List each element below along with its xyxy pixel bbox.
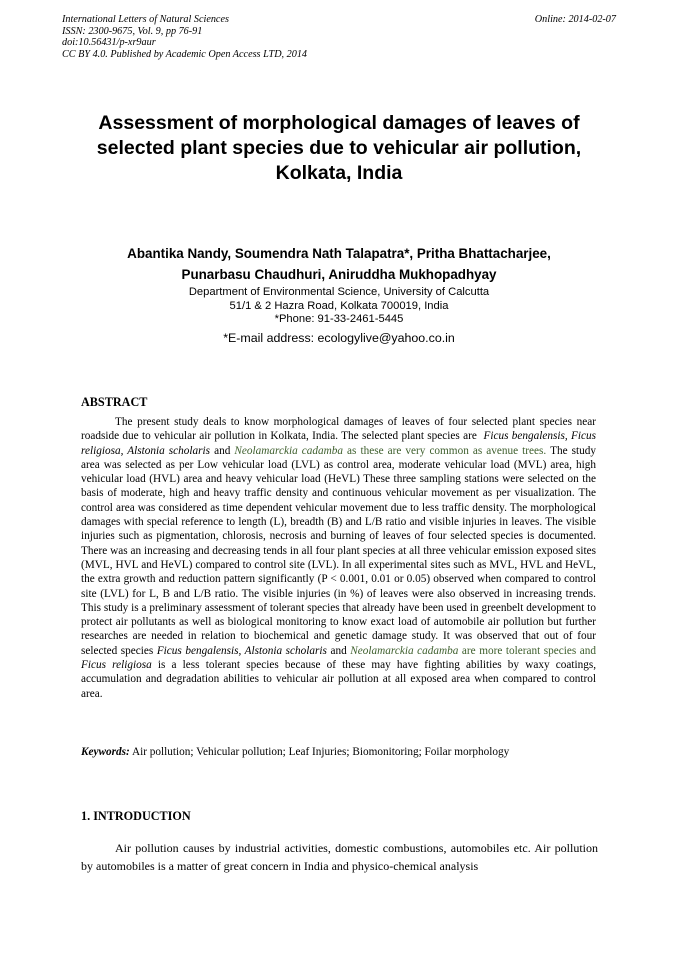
abstract-text-4: are more tolerant species and [461, 644, 597, 657]
species-ficus-religiosa: Ficus religiosa [81, 659, 152, 672]
abstract-and-1: and [214, 444, 231, 457]
keywords-text: Air pollution; Vehicular pollution; Leaf Injuries; Biomonitoring; Foilar morphology [131, 746, 510, 758]
journal-name: International Letters of Natural Sciences [62, 14, 229, 25]
affiliation [60, 286, 618, 327]
authors-line-1: Abantika Nandy, Soumendra Nath Talapatra*, Pritha Bhattacharjee, [127, 246, 551, 261]
doi-line: doi:10.56431/p-xr9aur [62, 37, 156, 49]
abstract-text-5: is a less tolerant species because of these may have fighting abilities by waxy coatings, accumulation and degradation abilities to vehicular air pollution at all exposed area when compared to control area. [81, 659, 597, 700]
keywords-label: Keywords [81, 746, 126, 758]
abstract-and-2: and [330, 644, 347, 657]
title-line-2: selected plant species due to vehicular air pollution, [96, 137, 582, 159]
department: Department of Environmental Science, University of Calcutta [188, 286, 490, 298]
keywords-colon: : [126, 746, 130, 758]
authors-line-2: Punarbasu Chaudhuri, Aniruddha Mukhopadhyay [181, 267, 497, 282]
species-neolamarckia-2: Neolamarckia cadamba [350, 644, 459, 657]
abstract-body [81, 415, 596, 701]
title-line-1: Assessment of morphological damages of leaves of [98, 112, 580, 134]
phone: *Phone: 91-33-2461-5445 [274, 313, 404, 326]
paper-title [60, 111, 618, 186]
issn-line: ISSN: 2300-9675, Vol. 9, pp 76-91 [62, 25, 203, 37]
online-date: Online: 2014-02-07 [534, 14, 616, 25]
email-address: *E-mail address: ecologylive@yahoo.co.in [223, 331, 455, 345]
species-list-2: Ficus bengalensis, Alstonia scholaris [156, 644, 327, 657]
abstract-text-1: The present study deals to know morphological damages of leaves of four selected plant species near roadside due to vehicular air pollution in Kolkata, India. The selected plant species are [81, 416, 596, 443]
species-list-1: Ficus bengalensis, Ficus religiosa, Alstonia scholaris [81, 430, 596, 457]
species-neolamarckia-1: Neolamarckia cadamba [234, 444, 343, 457]
author-list [60, 243, 618, 285]
abstract-text-3: The study area was selected as per Low vehicular load (LVL) as control area, moderate vehicular load (MVL) area, high vehicular load (HVL) area and heavy vehicular load (HeVL) These three sampling stations were selected on the basis of moderate, high and heavy traffic density and continuous vehicular movement as per visualization. The control area was considered as time dependent vehicular movement due to less traffic density. The morphological damages with special reference to length (L), breadth (B) and L/B ratio and visible injuries in leaves. The visible injuries such as pigmentation, chlorosis, necrosis and burning of leaves of four selected species is documented. There was an increasing and decreasing tends in all four plant species at all three vehicular emission exposed sites (MVL, HVL and HeVL) compared to control site (LVL). In all experimental sites such as MVL, HVL and HeVL, the extra growth and reduction pattern significantly (P < 0.001, 0.01 or 0.05) observed when compared to control site (LVL) for L, B and L/B ratio. The visible injuries (in %) of leaves were also observed in increasing trends. This study is a preliminary assessment of tolerant species that already have been used in greenbelt development to protect air pollutants as well as biological monitoring to know exact load of automobile air pollution but further researches are needed in relation to biochemical and genetic damage study. It was observed that out of four selected species [81, 444, 596, 657]
journal-header [62, 14, 307, 60]
address: 51/1 & 2 Hazra Road, Kolkata 700019, India [229, 299, 449, 312]
title-line-3: Kolkata, India [275, 162, 403, 184]
keywords [81, 745, 601, 759]
introduction-text: Air pollution causes by industrial activities, domestic combustions, automobiles etc. Air pollution by automobiles is a matter of great concern in India and physico-chemical analysis [81, 841, 598, 873]
abstract-heading: ABSTRACT [81, 395, 148, 409]
license-line: CC BY 4.0. Published by Academic Open Access LTD, 2014 [62, 48, 308, 60]
abstract-text-2: as these are very common as avenue trees. [347, 444, 547, 457]
section-heading-introduction: 1. INTRODUCTION [81, 809, 191, 823]
